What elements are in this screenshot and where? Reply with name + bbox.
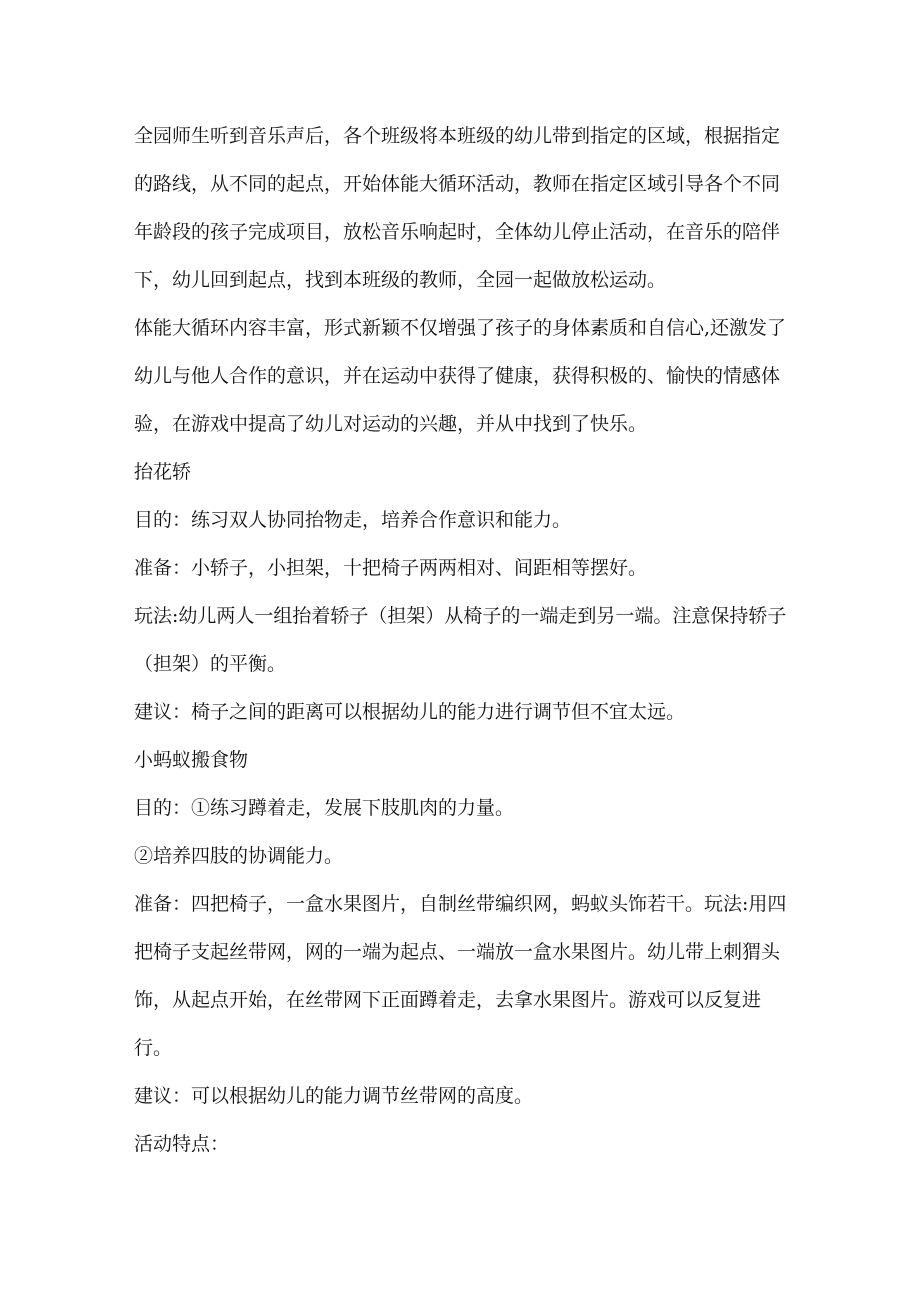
document-body [134, 112, 794, 1168]
paragraph-purpose-2b: ②培养四肢的协调能力。 [134, 845, 344, 867]
paragraph-play-1: 玩法:幼儿两人一组抬着轿子（担架）从椅子的一端走到另一端。注意保持轿子（担架）的平衡。 [134, 605, 787, 675]
paragraph-suggestion-2: 建议：可以根据幼儿的能力调节丝带网的高度。 [134, 1085, 534, 1107]
section-title-ant: 小蚂蚁搬食物 [134, 749, 249, 771]
paragraph-intro: 全园师生听到音乐声后，各个班级将本班级的幼儿带到指定的区域，根据指定的路线，从不同的起点，开始体能大循环活动，教师在指定区域引导各个不同年龄段的孩子完成项目，放松音乐响起时，全体幼儿停止活动，在音乐的陪伴下，幼儿回到起点，找到本班级的教师，全园一起做放松运动。 [134, 125, 781, 291]
paragraph-purpose-1: 目的：练习双人协同抬物走，培养合作意识和能力。 [134, 509, 572, 531]
paragraph-purpose-2a: 目的：①练习蹲着走，发展下肢肌肉的力量。 [134, 797, 515, 819]
section-title-features: 活动特点： [134, 1133, 230, 1155]
section-title-taihuajiao: 抬花轿 [134, 461, 192, 483]
paragraph-preparation-1: 准备：小轿子，小担架，十把椅子两两相对、间距相等摆好。 [134, 557, 648, 579]
paragraph-summary: 体能大循环内容丰富，形式新颖不仅增强了孩子的身体素质和自信心,还激发了幼儿与他人合作的意识，并在运动中获得了健康，获得积极的、愉快的情感体验，在游戏中提高了幼儿对运动的兴趣，并从中找到了快乐。 [134, 317, 787, 435]
paragraph-preparation-2: 准备：四把椅子，一盒水果图片，自制丝带编织网，蚂蚁头饰若干。玩法:用四把椅子支起丝带网，网的一端为起点、一端放一盒水果图片。幼儿带上刺猬头饰，从起点开始，在丝带网下正面蹲着走，去拿水果图片。游戏可以反复进行。 [134, 893, 787, 1059]
paragraph-suggestion-1: 建议：椅子之间的距离可以根据幼儿的能力进行调节但不宜太远。 [134, 701, 686, 723]
